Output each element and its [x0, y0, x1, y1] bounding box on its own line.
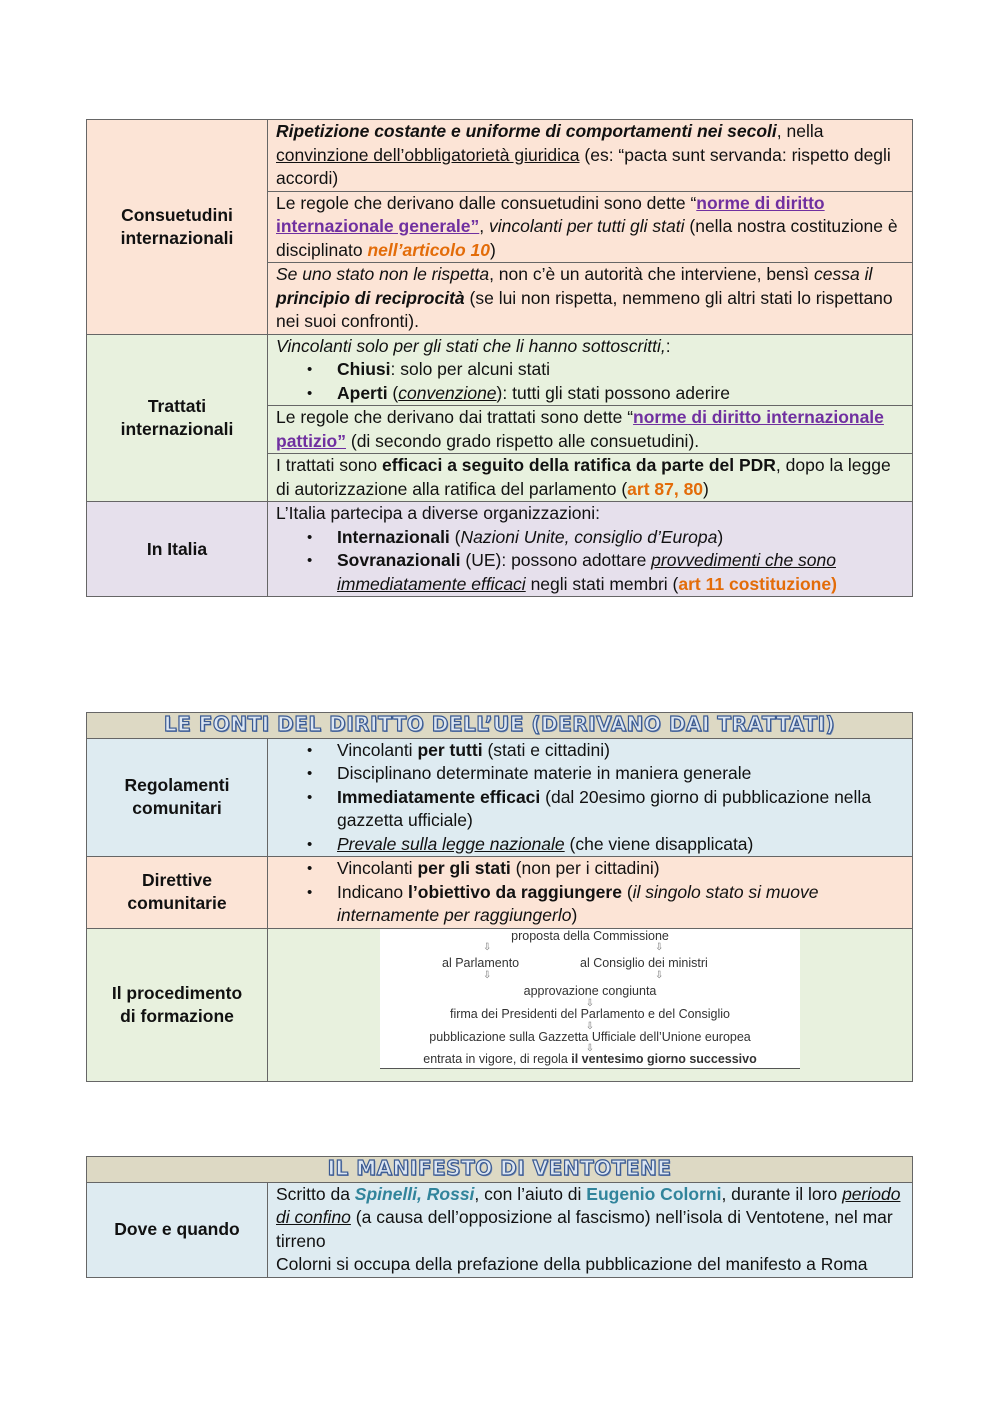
text: (: [621, 881, 633, 902]
text-bold: Chiusi: [337, 359, 391, 379]
text: I trattati sono: [276, 455, 383, 475]
text: , con l’aiuto di: [474, 1183, 587, 1204]
text: ): [571, 905, 578, 925]
text: L’Italia partecipa a diverse organizzazioni:: [276, 503, 600, 523]
text-italic: Se uno stato non le rispetta: [276, 264, 490, 284]
flow-arrows-row: [380, 971, 800, 985]
table-title: LE FONTI DEL DIRITTO DELL’UE (DERIVANO DAI TRATTATI): [163, 712, 836, 736]
text: , durante il loro: [721, 1183, 843, 1204]
text-bold: per gli stati: [417, 858, 511, 878]
list-item: [337, 739, 904, 763]
flow-step-approvazione: approvazione congiunta: [523, 984, 657, 999]
text: (nella nostra costituzione è disciplinato: [276, 216, 898, 260]
text: (non per i cittadini): [510, 858, 660, 878]
row-label-direttive: [87, 857, 268, 929]
flow-step-entrata-vigore: [380, 1053, 800, 1067]
table-row: [87, 120, 913, 192]
flow-step-parlamento-consiglio: [380, 957, 800, 971]
label-line: Regolamenti: [124, 775, 230, 796]
down-arrow-icon: ⇩: [585, 1043, 595, 1055]
list-item: [337, 833, 904, 857]
text-purple: norme di diritto internazionale generale”: [276, 192, 825, 236]
flow-step-firma: firma dei Presidenti del Parlamento e del Consiglio: [449, 1006, 730, 1021]
table-row: [87, 857, 913, 929]
label-line: Dove e quando: [114, 1219, 240, 1239]
label-line: Direttive: [141, 870, 213, 891]
cell-italia-organizzazioni: [268, 502, 913, 597]
text-bold: per tutti: [417, 739, 483, 760]
label-line: Il procedimento: [111, 982, 243, 1003]
down-arrow-icon: ⇩: [655, 942, 664, 954]
text-bold-italic: Ripetizione costante e uniforme di comportamenti nei secoli: [276, 121, 777, 141]
label-line: comunitarie: [127, 893, 227, 914]
table-row: [87, 502, 913, 597]
cell-trattati-vincolanti: [268, 334, 913, 406]
text-italic: vincolanti per tutti gli stati: [489, 216, 685, 236]
text-italic-underline: convenzione: [398, 382, 497, 403]
text-bold: Sovranazionali: [337, 550, 461, 570]
text: , dopo la legge di autorizzazione alla ratifica del parlamento (: [276, 455, 891, 499]
text: (che viene disapplicata): [564, 833, 754, 854]
text-orange: art 11 costituzione): [678, 573, 837, 594]
cell-procedimento: [268, 928, 913, 1081]
flow-step-pubblicazione: pubblicazione sulla Gazzetta Ufficiale dell’Unione europea: [429, 1029, 751, 1044]
table-title-cell: [87, 713, 913, 739]
list-item: [337, 358, 904, 382]
text-underline: convinzione dell’obbligatorietà giuridica: [276, 144, 580, 165]
bullet-list: [276, 358, 904, 405]
text: (a causa dell’opposizione al fascismo) nell’isola di Ventotene, nel mar tirreno: [276, 1207, 893, 1251]
text-italic-underline: provvedimenti che sono immediatamente efficaci: [337, 550, 836, 594]
down-arrow-icon: ⇩: [483, 942, 492, 954]
text-italic: cessa il: [814, 264, 873, 284]
text: negli stati membri (: [525, 573, 679, 594]
text-orange: art 87, 80: [627, 478, 704, 499]
text-bold: Aperti: [337, 382, 388, 403]
text-italic-underline: Prevale sulla legge nazionale: [337, 833, 565, 854]
flow-step-consiglio: al Consiglio dei ministri: [580, 956, 708, 971]
list-item: [337, 549, 904, 596]
label-line: internazionali: [120, 418, 234, 439]
row-label-regolamenti: [87, 738, 268, 857]
text: ): [717, 526, 724, 547]
text-italic: Vincolanti solo per gli stati che li hanno sottoscritti,: [276, 335, 666, 356]
down-arrow-icon: ⇩: [655, 970, 664, 982]
label-line: In Italia: [146, 538, 208, 559]
table-header: [87, 1157, 913, 1183]
table-row: [87, 928, 913, 1081]
text: :: [665, 335, 671, 356]
row-label-dove-quando: [87, 1182, 268, 1277]
text-orange: nell’articolo 10: [367, 239, 490, 260]
text: ): [703, 478, 709, 499]
text: , non c’è un autorità che interviene, bensì: [489, 264, 814, 284]
text-bold-italic: principio di reciprocità: [276, 287, 465, 308]
flow-underline: [380, 1068, 800, 1069]
text: (se lui non rispetta, nemmeno gli altri stati lo rispettano nei suoi confronti).: [276, 287, 893, 331]
cell-consuetudini-reciprocita: [268, 263, 913, 335]
table-fonti-ue: [86, 712, 913, 1082]
text: Le regole che derivano dai trattati sono dette “: [276, 407, 634, 427]
text: , nella: [776, 121, 824, 141]
text-bold: il ventesimo giorno successivo: [571, 1052, 757, 1067]
cell-consuetudini-norme: [268, 191, 913, 263]
cell-trattati-norme: [268, 406, 913, 454]
text: Indicano: [337, 881, 409, 902]
text-bold: efficaci a seguito della ratifica da parte del PDR: [382, 455, 776, 475]
table-title: IL MANIFESTO DI VENTOTENE: [327, 1156, 672, 1180]
cell-dove-quando: [268, 1182, 913, 1277]
table-row: [87, 1182, 913, 1277]
down-arrow-icon: ⇩: [483, 970, 492, 982]
text-bold: l’obiettivo da raggiungere: [408, 881, 622, 902]
down-arrow-icon: ⇩: [585, 1020, 595, 1032]
text: (stati e cittadini): [482, 739, 610, 760]
list-item: [337, 786, 904, 833]
label-line: internazionali: [120, 227, 234, 248]
list-item: [337, 881, 904, 928]
text: : solo per alcuni stati: [390, 359, 551, 379]
text: (: [387, 382, 399, 403]
bullet-list: [276, 526, 904, 597]
table-manifesto-ventotene: [86, 1156, 913, 1278]
cell-regolamenti: [268, 738, 913, 857]
text-italic: Nazioni Unite, consiglio d’Europa: [460, 526, 718, 547]
list-item: [337, 382, 904, 406]
row-label-procedimento: [87, 928, 268, 1081]
procedure-flowchart: [380, 929, 800, 1070]
text: Vincolanti: [337, 739, 418, 760]
label-line: di formazione: [120, 1005, 234, 1026]
text-purple: norme di diritto internazionale pattizio”: [276, 407, 884, 451]
table-fonti-internazionali: [86, 119, 913, 597]
text: Colorni si occupa della prefazione della pubblicazione del manifesto a Roma: [276, 1254, 868, 1274]
text-bold: Immediatamente efficaci: [337, 786, 541, 807]
text: Le regole che derivano dalle consuetudini sono dette “: [276, 192, 697, 213]
flow-arrows-row: [380, 943, 800, 957]
text: (di secondo grado rispetto alle consuetudini).: [346, 430, 700, 451]
cell-consuetudini-definizione: [268, 120, 913, 192]
label-line: Trattati: [147, 395, 207, 416]
text-bold: Internazionali: [337, 526, 450, 547]
bullet-list: [276, 739, 904, 857]
text: (UE): possono adottare: [460, 550, 652, 570]
text: ,: [479, 216, 489, 236]
row-label-trattati: [87, 334, 268, 502]
list-item: [337, 762, 904, 786]
label-line: comunitari: [132, 798, 222, 819]
text-italic-underline: periodo di confino: [276, 1183, 901, 1227]
text: entrata in vigore, di regola: [423, 1052, 572, 1067]
flow-step-parlamento: al Parlamento: [442, 956, 520, 971]
text-italic: il singolo stato si muove internamente per raggiungerlo: [337, 881, 819, 925]
list-item: [337, 526, 904, 550]
down-arrow-icon: ⇩: [585, 997, 595, 1009]
text: ): tutti gli stati possono aderire: [496, 382, 730, 403]
text: Scritto da: [276, 1183, 355, 1204]
text-teal: Eugenio Colorni: [586, 1183, 722, 1204]
text: Vincolanti: [337, 858, 418, 878]
text: ): [490, 239, 496, 260]
bullet-list: [276, 857, 904, 928]
table-row: [87, 334, 913, 406]
cell-trattati-ratifica: [268, 454, 913, 502]
table-header: [87, 713, 913, 739]
cell-direttive: [268, 857, 913, 929]
table-title-cell: [87, 1157, 913, 1183]
list-item: [337, 857, 904, 881]
flow-step-proposta: proposta della Commissione: [511, 928, 669, 943]
text: (: [449, 526, 461, 547]
text: (dal 20esimo giorno di pubblicazione nella gazzetta ufficiale): [337, 786, 872, 830]
text: (es: “pacta sunt servanda: rispetto degli accordi): [276, 144, 891, 188]
row-label-consuetudini: [87, 120, 268, 335]
label-line: Consuetudini: [121, 204, 233, 225]
table-row: [87, 738, 913, 857]
text: Disciplinano determinate materie in maniera generale: [337, 763, 752, 783]
row-label-italia: [87, 502, 268, 597]
text-teal: Spinelli, Rossi: [354, 1183, 475, 1204]
